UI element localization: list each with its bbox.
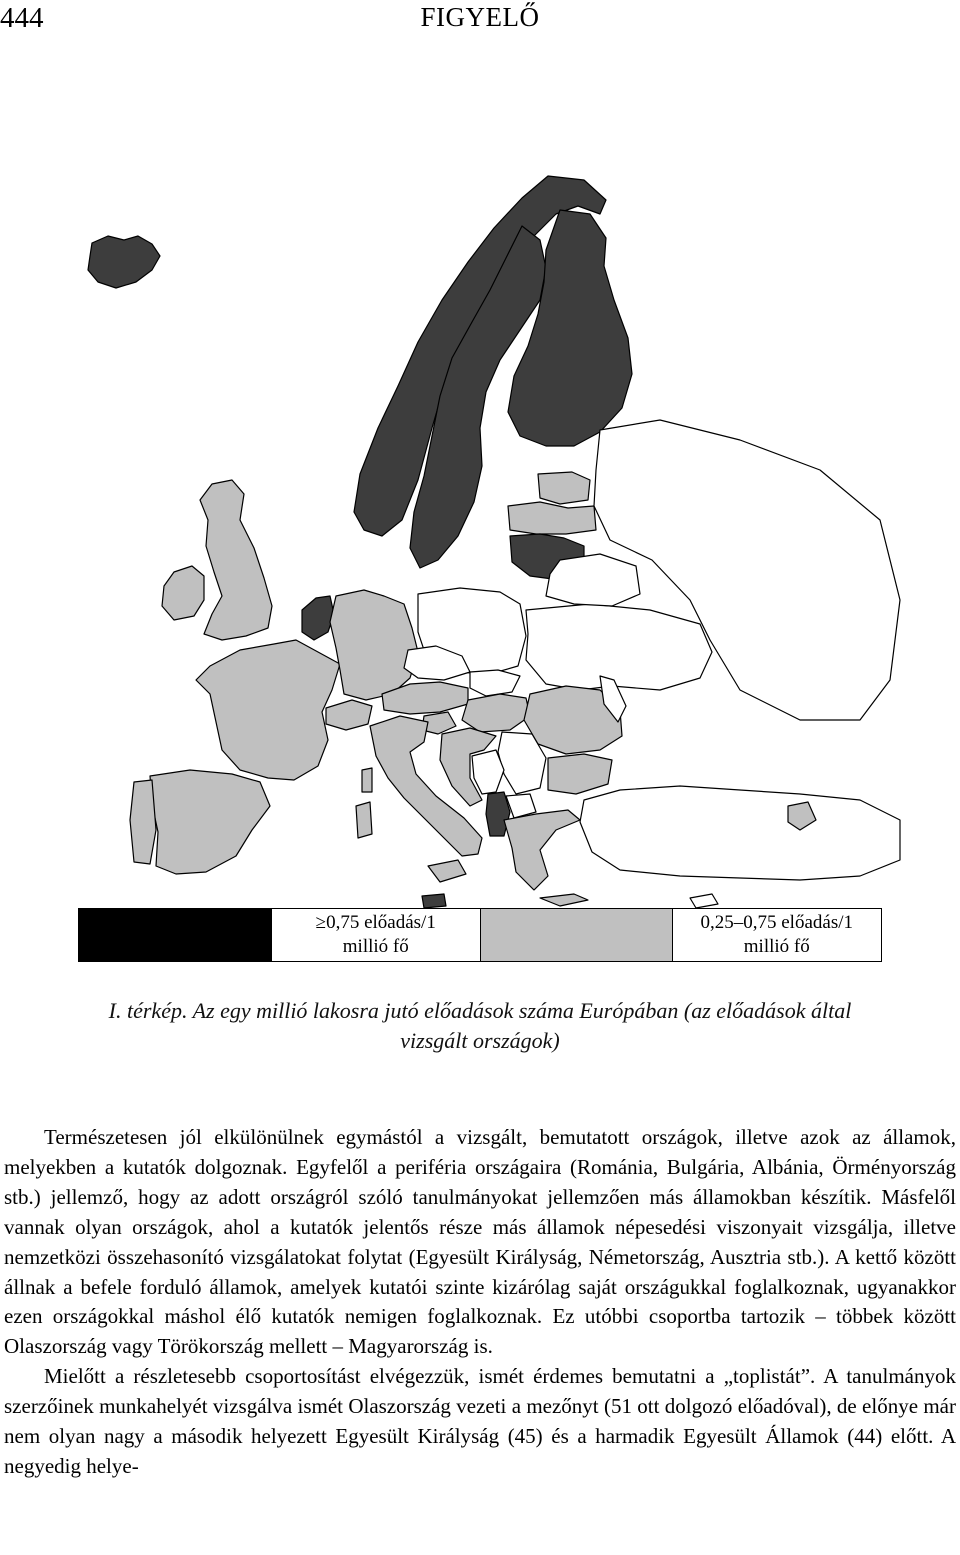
map-country-bosnia	[472, 750, 504, 794]
map-country-portugal	[130, 780, 156, 864]
legend-light-line1: 0,25–0,75 előadás/1	[700, 912, 854, 933]
map-legend	[78, 908, 882, 962]
legend-light-line2: millió fő	[743, 936, 810, 957]
map-country-turkey	[580, 786, 900, 880]
map-country-latvia	[508, 502, 596, 534]
map-country-ukraine	[526, 604, 712, 690]
map-country-crete	[540, 894, 588, 906]
paragraph-2: Mielőtt a részletesebb csoportosítást elvégezzük, ismét érdemes bemutatni a „toplistát”. A tanulmányok szerzőinek munkahelyét vizsgálva ismét Olaszország vezeti a mezőnyt (51 ott dolgozó előadóval), de előnye már nem olyan nagy a második helyezett Egyesült Királyság (45) és a harmadik Egyesült Államok (44) előtt. A negyedig helye-	[4, 1364, 956, 1478]
map-country-bulgaria	[548, 754, 612, 794]
map-caption	[0, 996, 960, 1056]
legend-swatch-dark	[79, 909, 271, 961]
map-country-sicily	[428, 860, 466, 882]
map-country-spain	[150, 770, 270, 874]
europe-map	[0, 170, 960, 910]
map-country-germany	[330, 590, 418, 700]
map-country-switzerland	[326, 700, 372, 730]
legend-label-dark	[271, 909, 480, 961]
running-title: FIGYELŐ	[420, 2, 540, 32]
caption-line1: I. térkép. Az egy millió lakosra jutó előadások száma Európában (az előadások által	[108, 998, 852, 1023]
legend-swatch-light	[480, 909, 672, 961]
page-number: 444	[0, 2, 44, 34]
map-country-malta	[422, 894, 446, 908]
map-country-netherlands	[302, 596, 334, 640]
map-country-cyprus	[690, 894, 718, 908]
map-country-hungary	[462, 694, 530, 732]
map-country-corsica	[362, 768, 372, 792]
legend-dark-line1: ≥0,75 előadás/1	[315, 912, 436, 933]
body-text	[4, 1123, 956, 1482]
caption-line2: vizsgált országok)	[400, 1028, 560, 1053]
paragraph-1: Természetesen jól elkülönülnek egymástól a vizsgált, bemutatott országok, illetve azok az államok, melyekben a kutatók dolgoznak. Egyfelől a periféria országaira (Románia, Bulgária, Albánia, Örményország stb.) jellemző, hogy az adott országról szóló tanulmányokat jellemzően más államokban készítik. Másfelől vannak olyan országok, ahol a kutatók jelentős része más államok népesedési viszonyait vizsgálja, illetve nemzetközi összehasonító vizsgálatokat folytat (Egyesült Királyság, Németország, Ausztria stb.). A kettő között állnak a befele forduló államok, amelyek kutatói szinte kizárólag saját országukkal foglalkoznak, ugyanakkor ezen országokkal máshol élő kutatók nemigen foglalkoznak. Ez utóbbi csoportba tartozik – többek között Olaszország vagy Törökország mellett – Magyarország is.	[4, 1125, 956, 1359]
map-country-estonia	[538, 472, 590, 504]
legend-label-light	[672, 909, 881, 961]
map-country-france	[196, 640, 340, 780]
map-country-slovakia	[470, 670, 520, 696]
map-country-uk	[200, 480, 272, 640]
map-country-belarus	[546, 554, 640, 606]
legend-dark-line2: millió fő	[342, 936, 409, 957]
map-country-sardinia	[356, 802, 372, 838]
map-country-iceland	[88, 236, 160, 288]
map-country-greece	[504, 810, 580, 890]
map-country-ireland	[162, 566, 204, 620]
